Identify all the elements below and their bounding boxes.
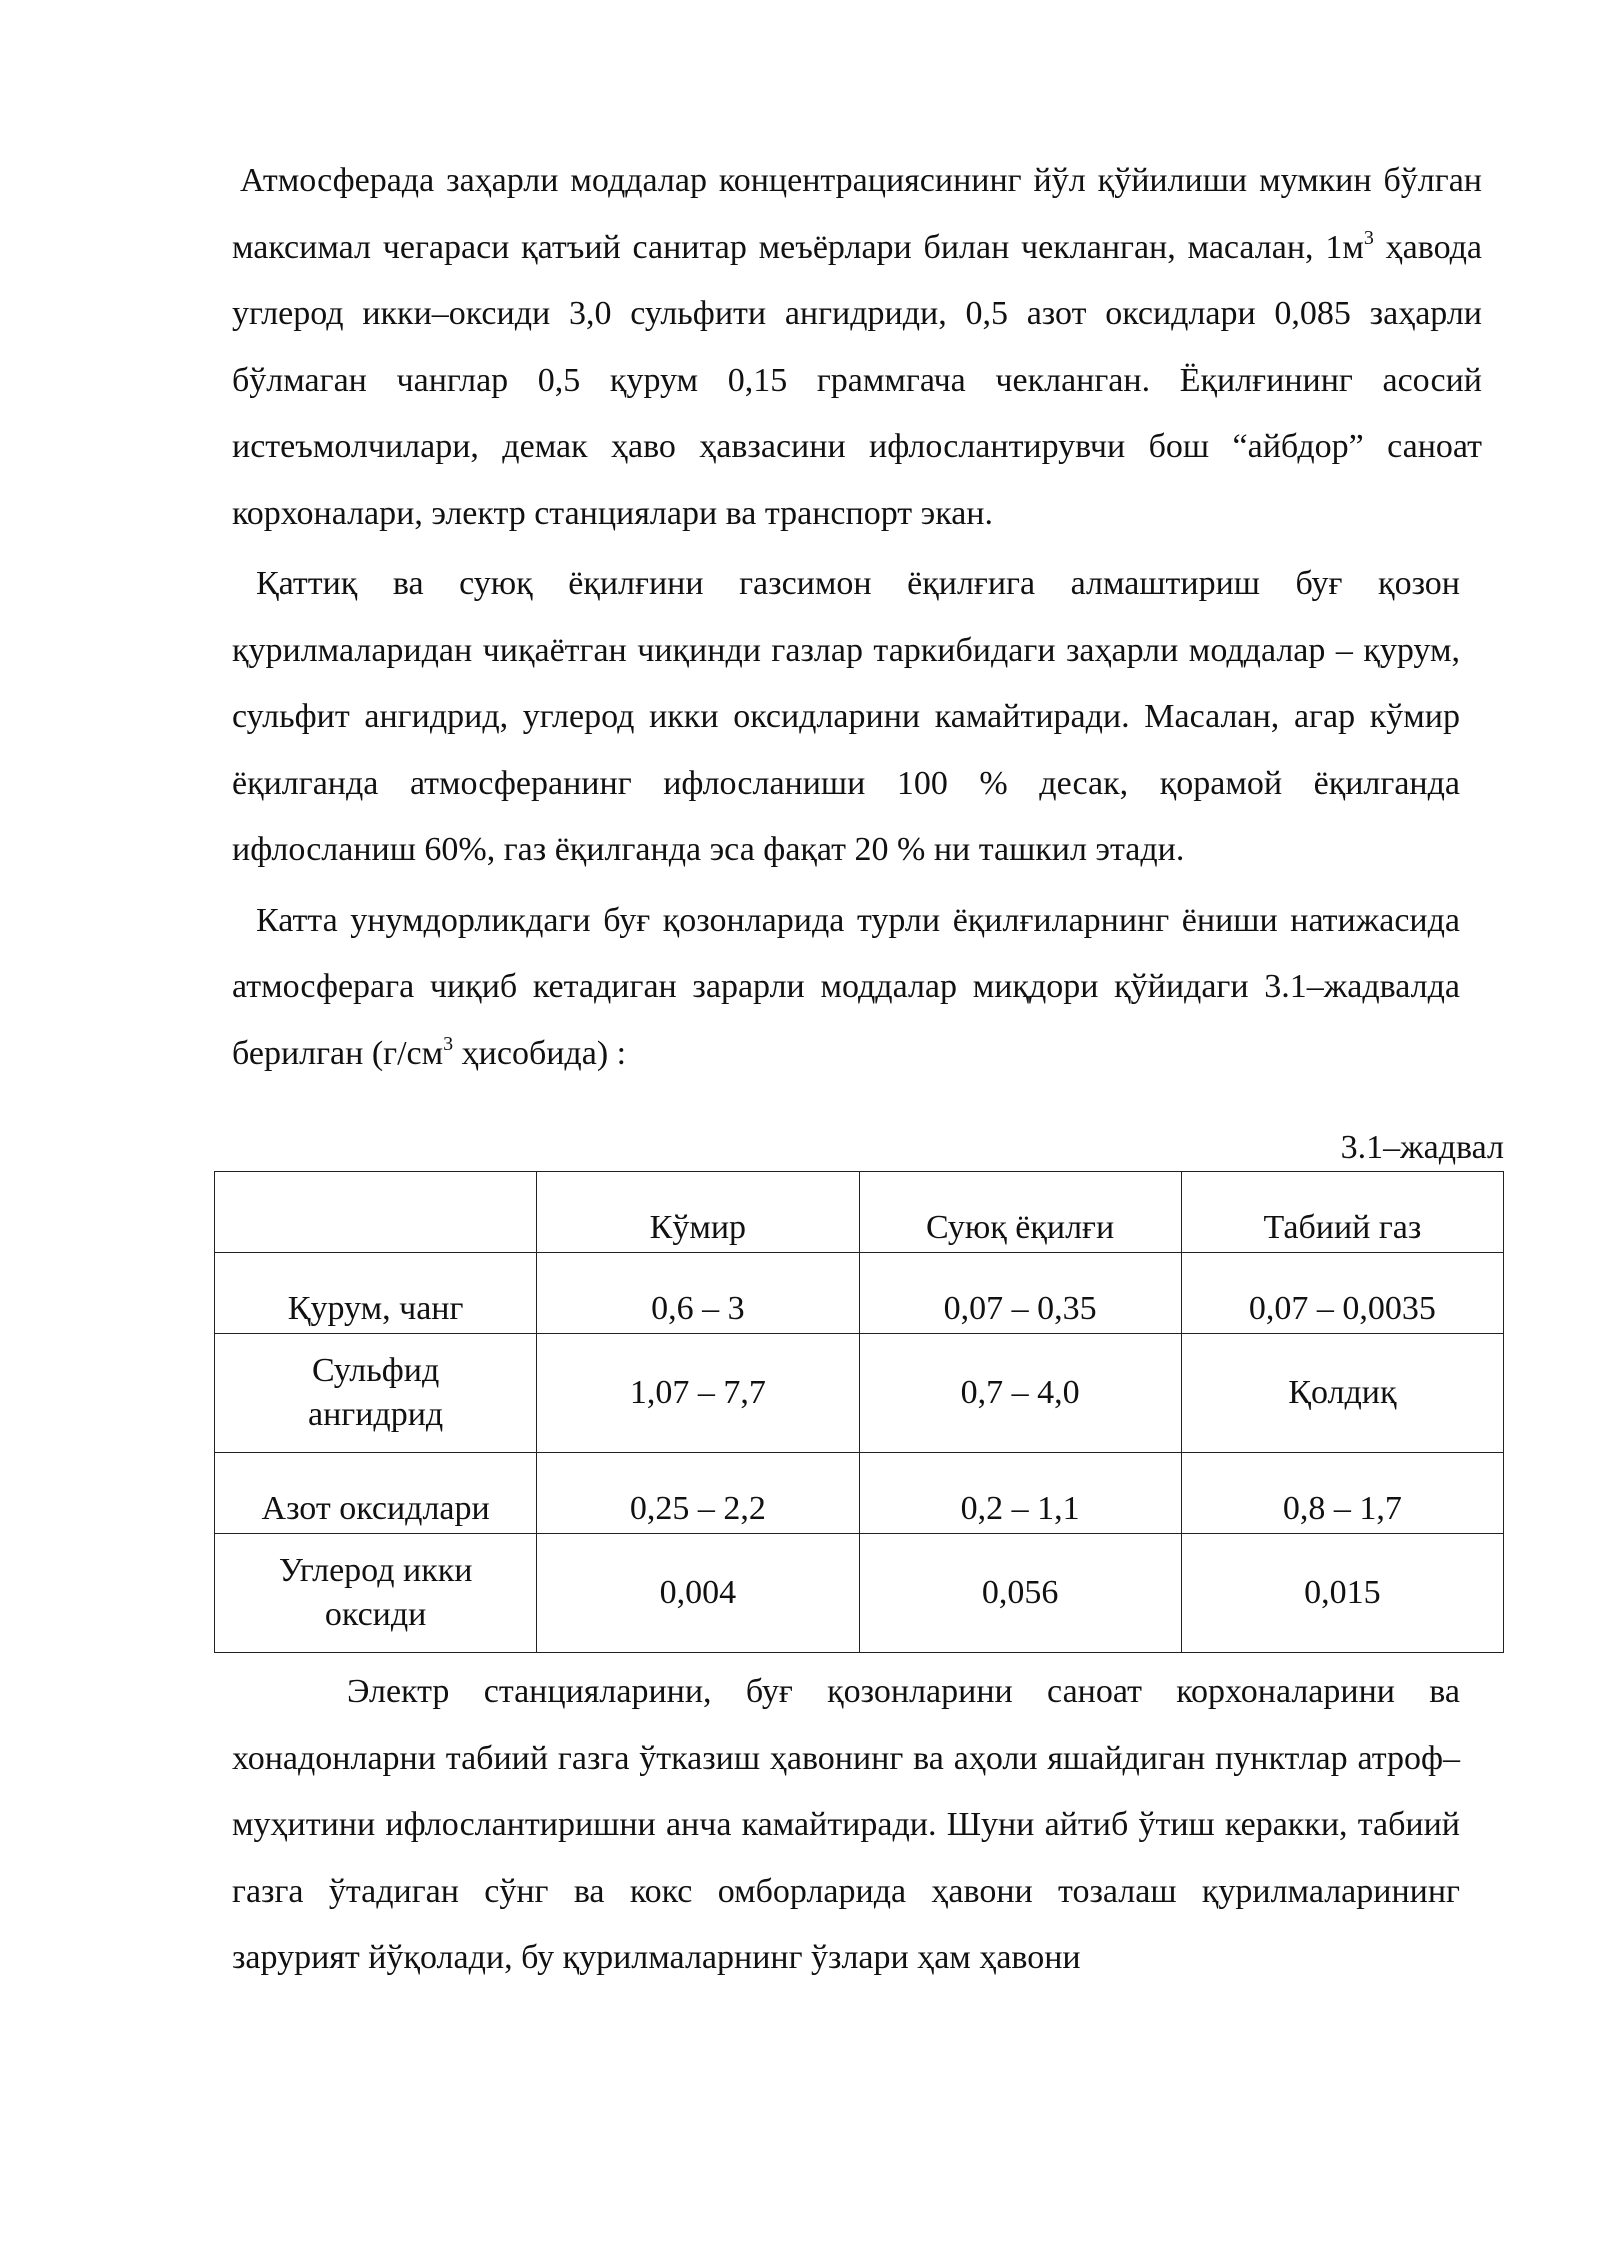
table-cell: 1,07 – 7,7 — [537, 1334, 859, 1453]
paragraph-3-text-b: ҳисобида) : — [453, 1034, 627, 1072]
table-row — [215, 1334, 1504, 1453]
table-cell: 0,07 – 0,0035 — [1181, 1253, 1503, 1334]
paragraph-2: Қаттиқ ва суюқ ёқилғини газсимон ёқилғига алмаштириш буғ қозон қурилмаларидан чиқаётган чиқинди газлар таркибидаги заҳарли моддалар – қурум, сульфит ангидрид, углерод икки оксидларини камайтиради. Масалан, агар кўмир ёқилганда атмосферанинг ифлосланиши 100 % десак, қорамой ёқилганда ифлосланиш 60%, газ ёқилганда эса фақат 20 % ни ташкил этади. — [232, 565, 1460, 868]
paragraph-3 — [232, 888, 1460, 1088]
table-header-row — [215, 1172, 1504, 1253]
table-cell: Қолдиқ — [1181, 1334, 1503, 1453]
paragraph-1-text-b: ҳавода углерод икки–оксиди 3,0 сульфити ангидриди, 0,5 азот оксидлари 0,085 заҳарли бўлмаган чанглар 0,5 қурум 0,15 граммгача чекланган. Ёқилғининг асосий истеъмолчилари, демак ҳаво ҳавзасини ифлослантирувчи бош “айбдор” саноат корхоналари, электр станциялари ва транспорт экан. — [232, 228, 1482, 532]
paragraph-3-text-a: Катта унумдорликдаги буғ қозонларида турли ёқилғиларнинг ёниши натижасида атмосферага чиқиб кетадиган зарарли моддалар миқдори қўйидаги 3.1–жадвалда берилган (г/см — [232, 901, 1460, 1072]
table-cell: 0,6 – 3 — [537, 1253, 859, 1334]
paragraph-1-text-a: Атмосферада заҳарли моддалар концентрациясининг йўл қўйилиши мумкин бўлган максимал чегараси қатъий санитар меъёрлари билан чекланган, масалан, 1м — [232, 162, 1482, 266]
table-header-cell: Кўмир — [537, 1172, 859, 1253]
table-cell: 0,004 — [537, 1534, 859, 1653]
table-row — [215, 1253, 1504, 1334]
table-cell: 0,056 — [859, 1534, 1181, 1653]
table-cell: 0,7 – 4,0 — [859, 1334, 1181, 1453]
table-cell: 0,8 – 1,7 — [1181, 1453, 1503, 1534]
paragraph-1 — [232, 148, 1482, 547]
table-cell: 0,015 — [1181, 1534, 1503, 1653]
emissions-table — [214, 1171, 1504, 1653]
table-header-cell: Табиий газ — [1181, 1172, 1503, 1253]
table-header-cell: Суюқ ёқилғи — [859, 1172, 1181, 1253]
table-row-label: Сульфид ангидрид — [215, 1334, 537, 1453]
superscript-3: 3 — [1363, 226, 1374, 249]
paragraph-4: Электр станцияларини, буғ қозонларини саноат корхоналарини ва хонадонларни табиий газга ўтказиш ҳавонинг ва аҳоли яшайдиган пунктлар атроф–муҳитини ифлослантиришни анча камайтиради. Шуни айтиб ўтиш керакки, табиий газга ўтадиган сўнг ва кокс омборларида ҳавони тозалаш қурилмаларининг зарурият йўқолади, бу қурилмаларнинг ўзлари ҳам ҳавони — [232, 1673, 1460, 1976]
table-row-label: Углерод икки оксиди — [215, 1534, 537, 1653]
table-header-cell — [215, 1172, 537, 1253]
table-row-label: Азот оксидлари — [215, 1453, 537, 1534]
table-cell: 0,25 – 2,2 — [537, 1453, 859, 1534]
table-row-label: Қурум, чанг — [215, 1253, 537, 1334]
table-caption: 3.1–жадвал — [1340, 1129, 1504, 1166]
table-row — [215, 1534, 1504, 1653]
document-page — [232, 148, 1504, 1992]
superscript-3: 3 — [443, 1032, 454, 1055]
table-cell: 0,2 – 1,1 — [859, 1453, 1181, 1534]
table-row — [215, 1453, 1504, 1534]
table-cell: 0,07 – 0,35 — [859, 1253, 1181, 1334]
